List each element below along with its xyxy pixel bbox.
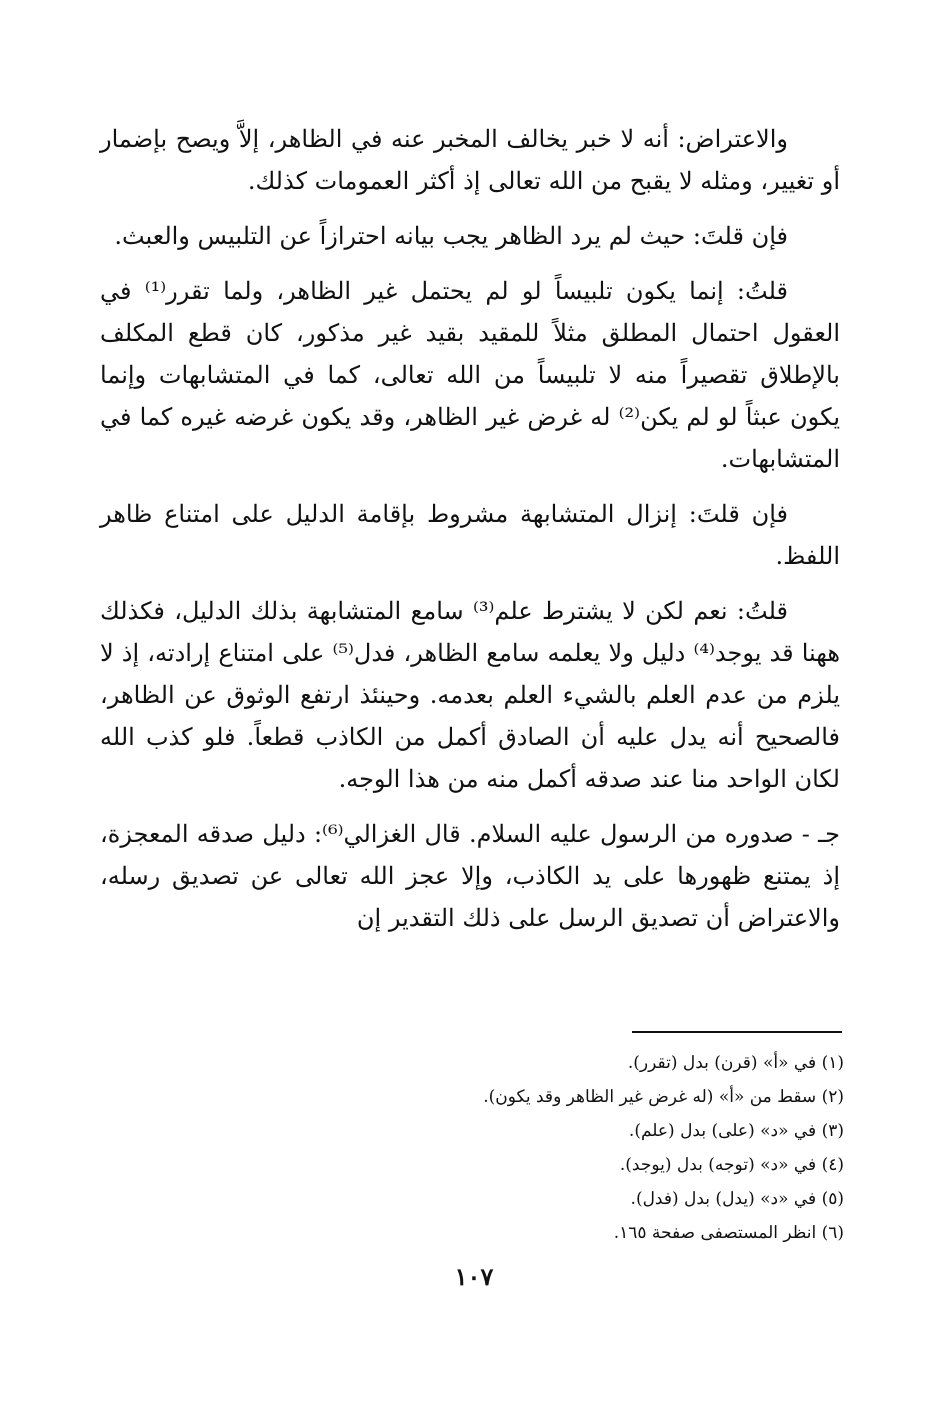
page-number: ١٠٧ (454, 1262, 494, 1291)
footnote-item: (٤) في «د» (توجه) بدل (يوجد). (619, 1155, 844, 1175)
page-body (100, 118, 840, 952)
paragraph-question-1: فإن قلتَ: حيث لم يرد الظاهر يجب بيانه احترازاً عن التلبيس والعبث. (114, 222, 788, 250)
footnote-divider (632, 1031, 842, 1033)
paragraph-answer-1: قلتُ: إنما يكون تلبيساً لو لم يحتمل غير الظاهر، ولما تقرر⁽¹⁾ في العقول احتمال المطلق مثلاً للمقيد بقيد غير مذكور، كان قطع المكلف بالإطلاق تقصيراً منه لا تلبيساً من الله تعالى، كما في المتشابهات وإنما يكون عبثاً لو لم يكن⁽²⁾ له غرض غير الظاهر، وقد يكون غرضه غيره كما في المتشابهات. (100, 277, 840, 473)
main-text (100, 118, 840, 939)
paragraph-answer-2: قلتُ: نعم لكن لا يشترط علم⁽³⁾ سامع المتشابهة بذلك الدليل، فكذلك ههنا قد يوجد⁽⁴⁾ دليل ولا يعلمه سامع الظاهر، فدل⁽⁵⁾ على امتناع إرادته، إذ لا يلزم من عدم العلم بالشيء العلم بعدمه. وحينئذ ارتفع الوثوق عن الظاهر، فالصحيح أنه يدل عليه أن الصادق أكمل من الكاذب قطعاً. فلو كذب الله لكان الواحد منا عند صدقه أكمل منه من هذا الوجه. (100, 597, 840, 793)
paragraph-section-jim: جـ - صدوره من الرسول عليه السلام. قال الغزالي⁽⁶⁾: دليل صدقه المعجزة، إذ يمتنع ظهورها على يد الكاذب، وإلا عجز الله تعالى عن تصديق رسله، والاعتراض أن تصديق الرسل على ذلك التقدير إن (100, 820, 840, 932)
footnote-item: (٦) انظر المستصفى صفحة ١٦٥. (613, 1223, 844, 1243)
footnote-item: (١) في «أ» (قرن) بدل (تقرر). (627, 1053, 844, 1073)
paragraph-objection: والاعتراض: أنه لا خبر يخالف المخبر عنه في الظاهر، إلاَّ ويصح بإضمار أو تغيير، ومثله لا يقبح من الله تعالى إذ أكثر العمومات كذلك. (100, 125, 840, 195)
footnote-item: (٢) سقط من «أ» (له غرض غير الظاهر وقد يكون). (483, 1087, 844, 1107)
footnote-item: (٣) في «د» (على) بدل (علم). (628, 1121, 844, 1141)
footnote-item: (٥) في «د» (يدل) بدل (فدل). (630, 1189, 844, 1209)
paragraph-question-2: فإن قلتَ: إنزال المتشابهة مشروط بإقامة الدليل على امتناع ظاهر اللفظ. (100, 500, 840, 570)
footnotes (244, 1046, 844, 1250)
